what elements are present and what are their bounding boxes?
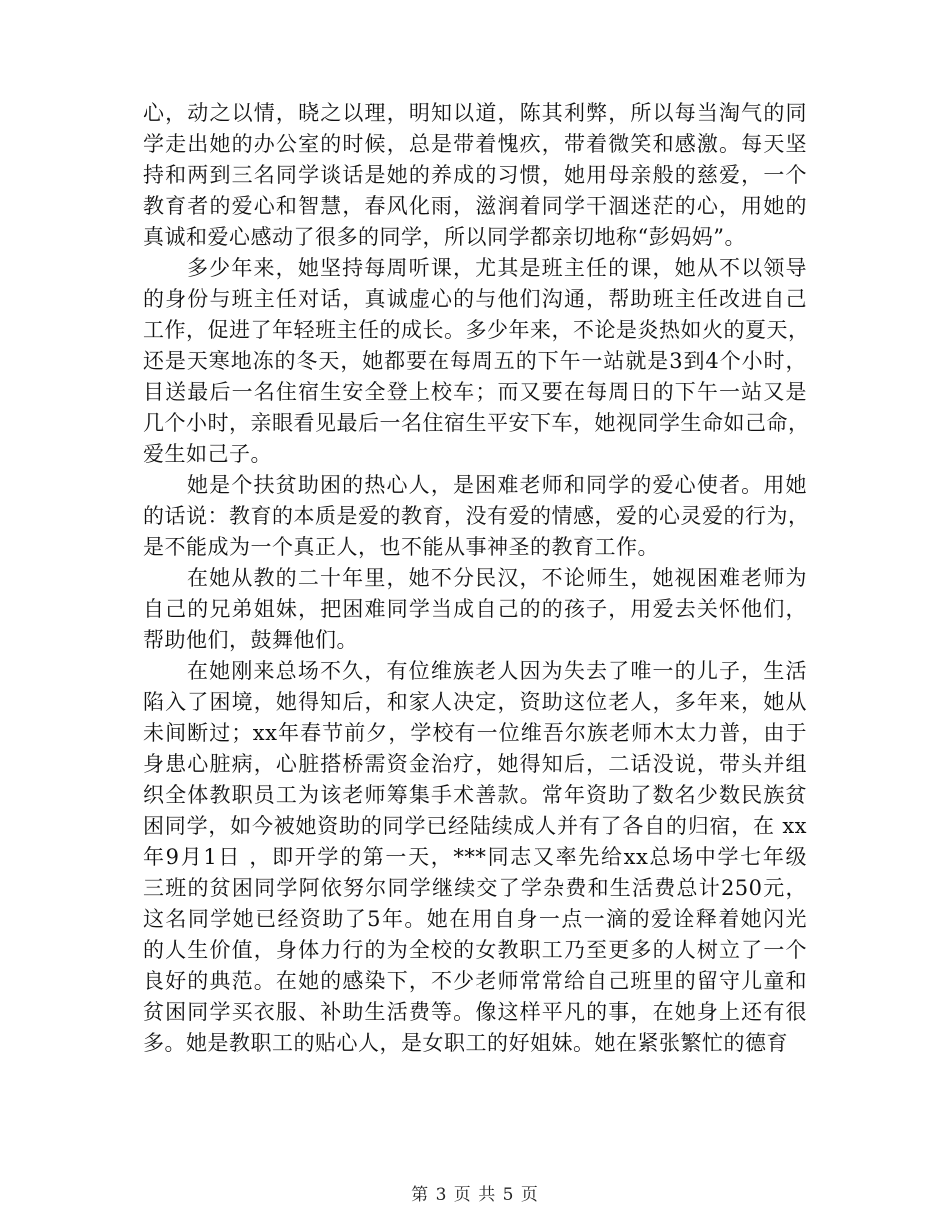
paragraph <box>143 470 810 563</box>
text-line: 的人生价值，身体力行的为全校的女教职工乃至更多的人树立了一个 <box>143 938 807 962</box>
text-line: 年9月1日 ，即开学的第一天，***同志又率先给xx总场中学七年级 <box>143 845 807 869</box>
text-line: 目送最后一名住宿生安全登上校车；而又要在每周日的下午一站又是 <box>143 380 807 404</box>
text-line: 真诚和爱心感动了很多的同学，所以同学都亲切地称“彭妈妈”。 <box>143 225 746 249</box>
body-text <box>143 98 810 1059</box>
text-line: 未间断过；xx年春节前夕，学校有一位维吾尔族老师木太力普，由于 <box>143 721 807 745</box>
text-line: 心，动之以情，晓之以理，明知以道，陈其利弊，所以每当淘气的同 <box>143 101 807 125</box>
paragraph <box>143 656 807 1059</box>
paragraph <box>143 563 807 656</box>
text-line: 自己的兄弟姐妹，把困难同学当成自己的的孩子，用爱去关怀他们， <box>143 597 807 621</box>
text-line: 帮助他们，鼓舞他们。 <box>143 628 358 652</box>
text-line: 她是个扶贫助困的热心人，是困难老师和同学的爱心使者。用她 <box>187 473 807 497</box>
text-line: 贫困同学买衣服、补助生活费等。像这样平凡的事，在她身上还有很 <box>143 1000 807 1024</box>
text-line: 这名同学她已经资助了5年。她在用自身一点一滴的爱诠释着她闪光 <box>143 907 807 931</box>
text-line: 在她刚来总场不久，有位维族老人因为失去了唯一的儿子，生活 <box>187 659 807 683</box>
text-line: 三班的贫困同学阿依努尔同学继续交了学杂费和生活费总计250元， <box>143 876 807 900</box>
page-footer: 第 3 页 共 5 页 <box>411 1185 539 1205</box>
paragraph <box>143 253 810 470</box>
text-line: 学走出她的办公室的时候，总是带着愧疚，带着微笑和感激。每天坚 <box>143 132 807 156</box>
text-line: 良好的典范。在她的感染下，不少老师常常给自己班里的留守儿童和 <box>143 969 807 993</box>
text-line: 织全体教职员工为该老师筹集手术善款。常年资助了数名少数民族贫 <box>143 783 807 807</box>
text-line: 教育者的爱心和智慧，春风化雨，滋润着同学干涸迷茫的心，用她的 <box>143 194 807 218</box>
text-line: 的身份与班主任对话，真诚虚心的与他们沟通，帮助班主任改进自己 <box>143 287 807 311</box>
text-line: 工作，促进了年轻班主任的成长。多少年来，不论是炎热如火的夏天， <box>143 318 810 342</box>
text-line: 爱生如己子。 <box>143 442 272 466</box>
text-line: 持和两到三名同学谈话是她的养成的习惯，她用母亲般的慈爱，一个 <box>143 163 807 187</box>
text-line: 是不能成为一个真正人，也不能从事神圣的教育工作。 <box>143 535 659 559</box>
text-line: 困同学，如今被她资助的同学已经陆续成人并有了各自的归宿，在 xx <box>143 814 807 838</box>
text-line: 陷入了困境，她得知后，和家人决定，资助这位老人，多年来，她从 <box>143 690 807 714</box>
text-line: 在她从教的二十年里，她不分民汉，不论师生，她视困难老师为 <box>187 566 807 590</box>
text-line: 多。她是教职工的贴心人，是女职工的好姐妹。她在紧张繁忙的德育 <box>143 1031 788 1055</box>
text-line: 身患心脏病，心脏搭桥需资金治疗，她得知后，二话没说，带头并组 <box>143 752 807 776</box>
text-line: 的话说：教育的本质是爱的教育，没有爱的情感，爱的心灵爱的行为， <box>143 504 810 528</box>
text-line: 几个小时，亲眼看见最后一名住宿生平安下车，她视同学生命如己命， <box>143 411 810 435</box>
text-line: 多少年来，她坚持每周听课，尤其是班主任的课，她从不以领导 <box>187 256 807 280</box>
paragraph <box>143 98 807 253</box>
text-line: 还是天寒地冻的冬天，她都要在每周五的下午一站就是3到4个小时， <box>143 349 807 373</box>
